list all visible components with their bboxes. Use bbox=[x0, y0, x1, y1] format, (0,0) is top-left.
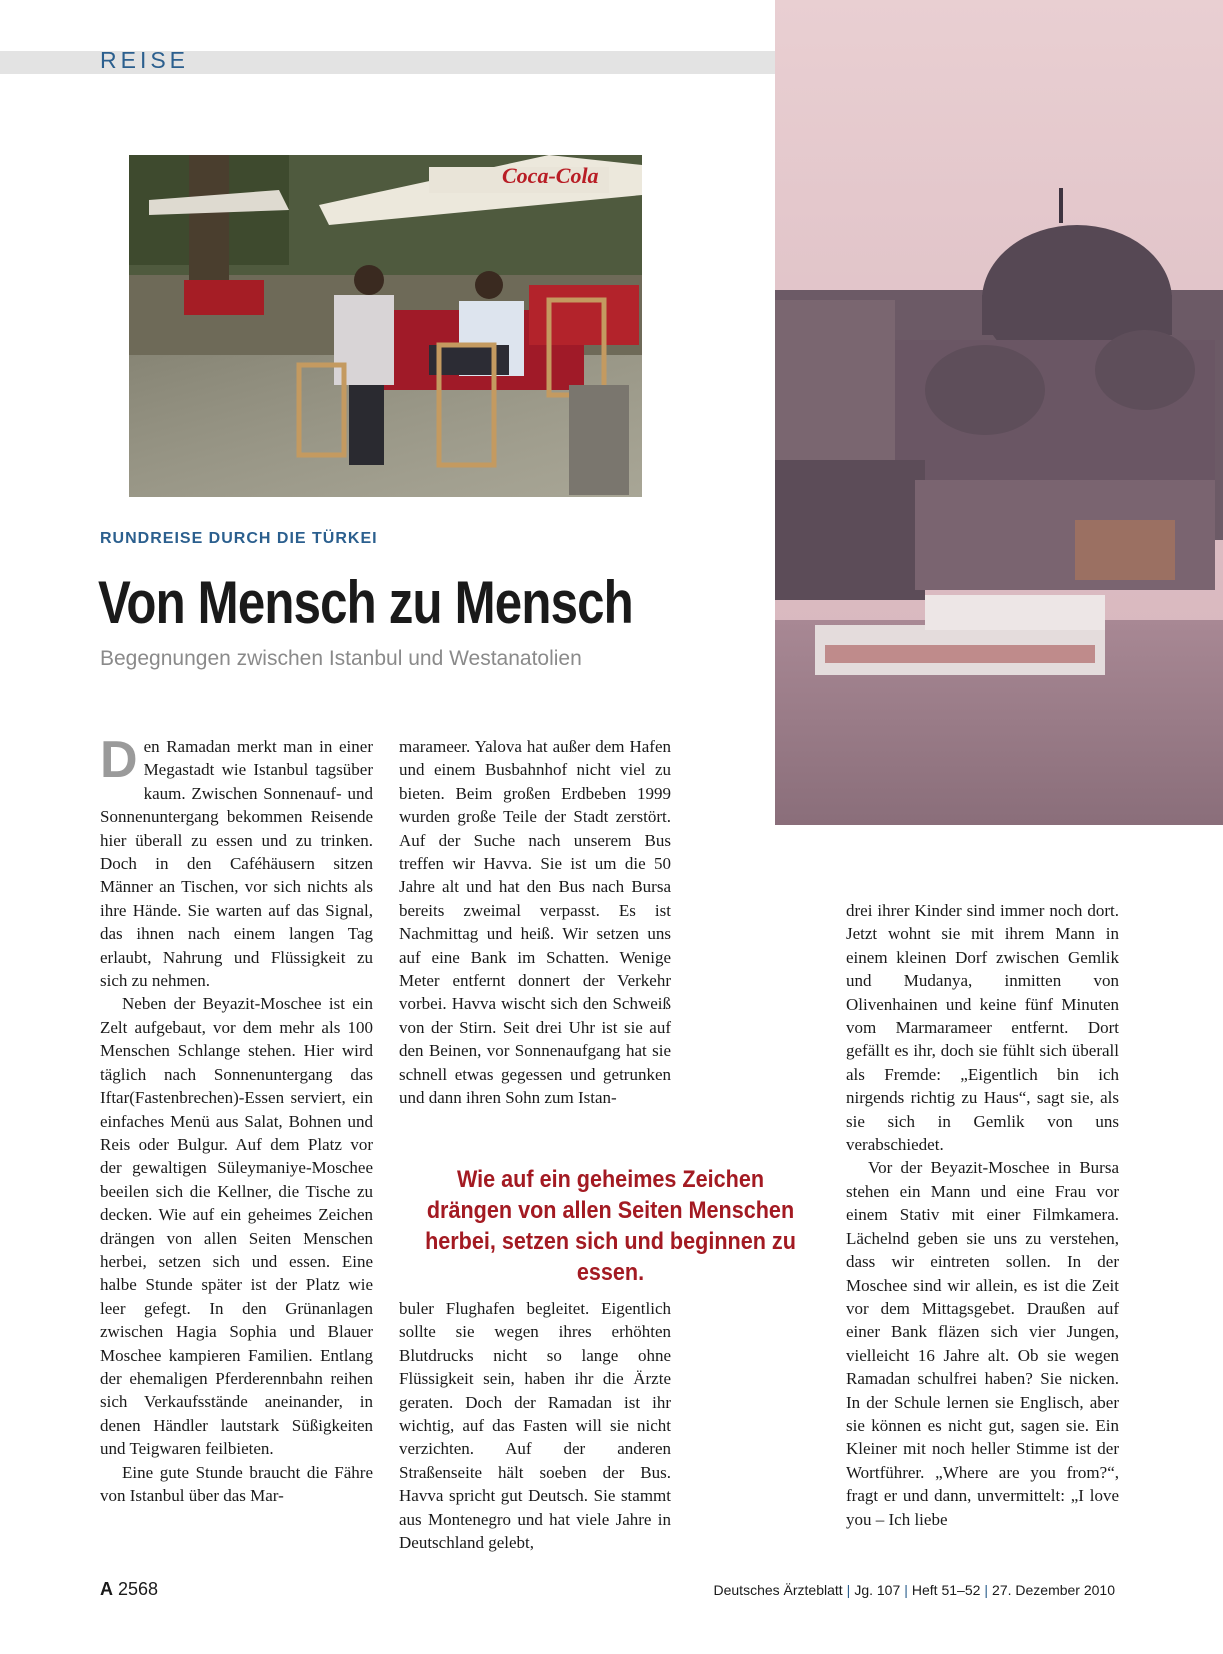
text-column-3 bbox=[846, 899, 1119, 1531]
cafe-photo bbox=[129, 155, 642, 497]
journal-footer: Deutsches Ärzteblatt | Jg. 107 | Heft 51–52 | 27. Dezember 2010 bbox=[713, 1582, 1115, 1598]
article-kicker: RUNDREISE DURCH DIE TÜRKEI bbox=[100, 530, 378, 547]
mosque-photo bbox=[775, 0, 1223, 825]
drop-cap: D bbox=[100, 731, 138, 789]
journal-date: 27. Dezember 2010 bbox=[992, 1582, 1115, 1598]
paragraph: Den Ramadan merkt man in einer Megastadt wie Istanbul tagsüber kaum. Zwischen Sonnenauf- und Sonnenuntergang bekommen Reisende hier überall zu essen und zu trinken. Doch in den Caféhäusern sitzen Männer an Tischen, vor sich nichts als ihre Hände. Sie warten auf das Signal, das ihnen nach einem langen Tag erlaubt, Nahrung und Flüssigkeit zu sich zu nehmen. bbox=[100, 731, 373, 991]
paragraph: buler Flughafen begleitet. Eigentlich sollte sie wegen ihres erhöhten Blutdrucks nicht so lange ohne Flüssigkeit sein, haben ihr die Ärzte geraten. Doch der Ramadan ist ihr wichtig, auf das Fasten will sie nicht verzichten. Auf der anderen Straßenseite hält soeben der Bus. Havva spricht gut Deutsch. Sie stammt aus Montenegro und hat viele Jahre in Deutschland gelebt, bbox=[399, 1299, 671, 1553]
article-subtitle: Begegnungen zwischen Istanbul und Westanatolien bbox=[100, 647, 582, 670]
journal-issue: Heft 51–52 bbox=[911, 1582, 981, 1598]
text-column-2-bottom bbox=[399, 1297, 671, 1554]
paragraph: Neben der Beyazit-Moschee ist ein Zelt aufgebaut, vor dem mehr als 100 Menschen Schlange stehen. Hier wird täglich nach Sonnenuntergang das Iftar(Fastenbrechen)-Essen serviert, ein einfaches Menü aus Salat, Bohnen und Reis oder Bulgur. Auf dem Platz vor der gewaltigen Süleymaniye-Moschee beeilen sich die Kellner, die Tische zu decken. Wie auf ein geheimes Zeichen drängen von allen Seiten Menschen herbei, setzen sich und essen. Eine halbe Stunde später ist der Platz wie leer gefegt. In den Grünanlagen zwischen Hagia Sophia und Blauer Moschee kampieren Familien. Entlang der ehemaligen Pferderennbahn reihen sich Verkaufsstände aneinander, in denen Händler lautstark Süßigkeiten und Teigwaren feilbieten. bbox=[100, 994, 373, 1459]
article-title: Von Mensch zu Mensch bbox=[98, 569, 633, 636]
paragraph: Vor der Beyazit-Moschee in Bursa stehen ein Mann und eine Frau vor einem Stativ mit einer Filmkamera. Lächelnd geben sie uns zu verstehen, dass wir eintreten sollen. In der Moschee sind wir allein, es ist die Zeit vor dem Mittagsgebet. Draußen auf einer Bank fläzen sich vier Jungen, vielleicht 16 Jahre alt. Ob sie wegen Ramadan schulfrei haben? Sie nicken. In der Schule lernen sie Englisch, aber sie können es nicht gut, sagen sie. Ein Kleiner mit noch heller Stimme ist der Wortführer. „Where are you from?“, fragt er und dann, unvermittelt: „I love you – Ich liebe bbox=[846, 1158, 1119, 1529]
section-label: REISE bbox=[100, 47, 190, 73]
text-column-1 bbox=[100, 731, 373, 1507]
page-number: A 2568 bbox=[100, 1579, 159, 1599]
journal-volume: Jg. 107 bbox=[854, 1582, 901, 1598]
journal-name: Deutsches Ärzteblatt bbox=[713, 1582, 843, 1598]
paragraph: marameer. Yalova hat außer dem Hafen und einem Busbahnhof nicht viel zu bieten. Beim großen Erdbeben 1999 wurden große Teile der Stadt zerstört. Auf der Suche nach unserem Bus treffen wir Havva. Sie ist um die 50 Jahre alt und hat den Bus nach Bursa bereits zweimal verpasst. Es ist Nachmittag und heiß. Wir setzen uns auf eine Bank im Schatten. Wenige Meter entfernt donnert der Verkehr vorbei. Havva wischt sich den Schweiß von der Stirn. Seit drei Uhr ist sie auf den Beinen, vor Sonnenaufgang hat sie schnell etwas gegessen und getrunken und dann ihren Sohn zum Istan- bbox=[399, 737, 671, 1108]
paragraph: drei ihrer Kinder sind immer noch dort. Jetzt wohnt sie mit ihrem Mann in einem kleinen Dorf zwischen Gemlik und Mudanya, inmitten von Olivenhainen und keine fünf Minuten vom Marmarameer entfernt. Dort gefällt es ihr, doch sie fühlt sich überall als Fremde: „Eigentlich bin ich nirgends richtig zu Haus“, sagt sie, als sie sich in Gemlik von uns verabschiedet. bbox=[846, 901, 1119, 1155]
paragraph: Eine gute Stunde braucht die Fähre von Istanbul über das Mar- bbox=[100, 1462, 373, 1505]
cafe-umbrella-sign: Coca-Cola bbox=[502, 163, 599, 188]
pull-quote: Wie auf ein geheimes Zeichen drängen von allen Seiten Menschen herbei, setzen sich und beginnen zu essen. bbox=[425, 1166, 796, 1286]
text-column-2-top bbox=[399, 735, 671, 1110]
